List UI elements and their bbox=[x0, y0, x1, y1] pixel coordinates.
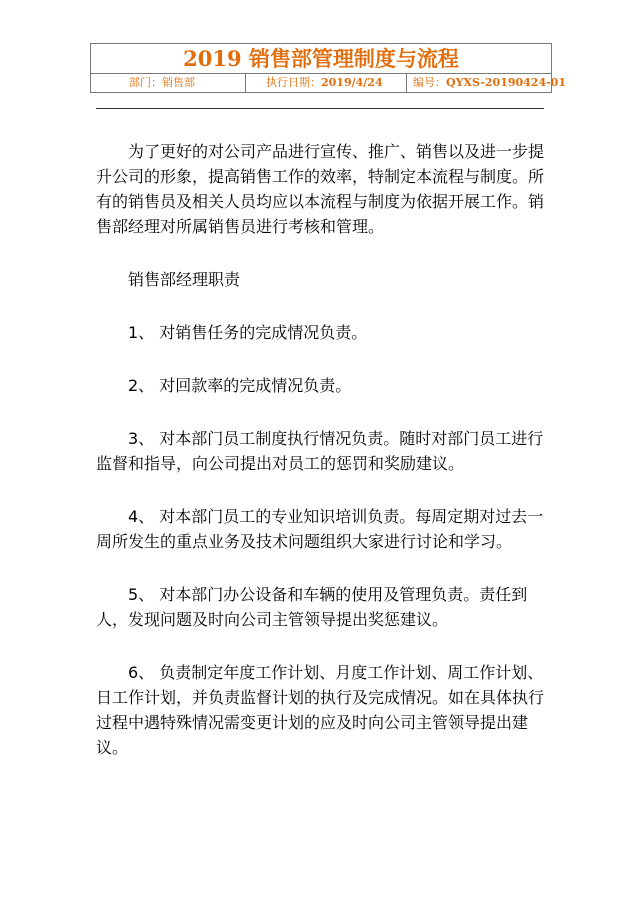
code-cell bbox=[406, 74, 566, 92]
duty-item-3: 3、 对本部门员工制度执行情况负责。随时对部门员工进行监督和指导，向公司提出对员工的惩罚和奖励建议。 bbox=[96, 429, 544, 473]
document-header bbox=[90, 43, 566, 93]
duty-item-5: 5、 对本部门办公设备和车辆的使用及管理负责。责任到人，发现问题及时向公司主管领导提出奖惩建议。 bbox=[96, 585, 528, 629]
code-label: 编号： bbox=[413, 76, 446, 89]
department-cell bbox=[91, 74, 245, 92]
duty-item-1: 1、 对销售任务的完成情况负责。 bbox=[128, 323, 368, 342]
section-heading: 销售部经理职责 bbox=[128, 270, 241, 289]
document-title: 2019 销售部管理制度与流程 bbox=[91, 44, 551, 74]
header-divider bbox=[96, 108, 544, 109]
date-label: 执行日期： bbox=[266, 76, 321, 89]
department-value: 销售部 bbox=[162, 76, 195, 89]
department-label: 部门： bbox=[129, 76, 162, 89]
duty-item-6: 6、 负责制定年度工作计划、月度工作计划、周工作计划、日工作计划，并负责监督计划的执行及完成情况。如在具体执行过程中遇特殊情况需变更计划的应及时向公司主管领导提出建议。 bbox=[96, 663, 545, 757]
intro-paragraph: 为了更好的对公司产品进行宣传、推广、销售以及进一步提升公司的形象，提高销售工作的效率，特制定本流程与制度。所有的销售员及相关人员均应以本流程与制度为依据开展工作。销售部经理对所属销售员进行考核和管理。 bbox=[96, 142, 545, 236]
duty-item-2: 2、 对回款率的完成情况负责。 bbox=[128, 376, 352, 395]
date-cell bbox=[245, 74, 406, 92]
document-body bbox=[96, 139, 548, 788]
header-meta-row bbox=[91, 74, 566, 92]
code-value: QYXS-20190424-01 bbox=[446, 76, 566, 89]
duty-item-4: 4、 对本部门员工的专业知识培训负责。每周定期对过去一周所发生的重点业务及技术问题组织大家进行讨论和学习。 bbox=[96, 507, 544, 551]
date-value: 2019/4/24 bbox=[321, 76, 383, 89]
